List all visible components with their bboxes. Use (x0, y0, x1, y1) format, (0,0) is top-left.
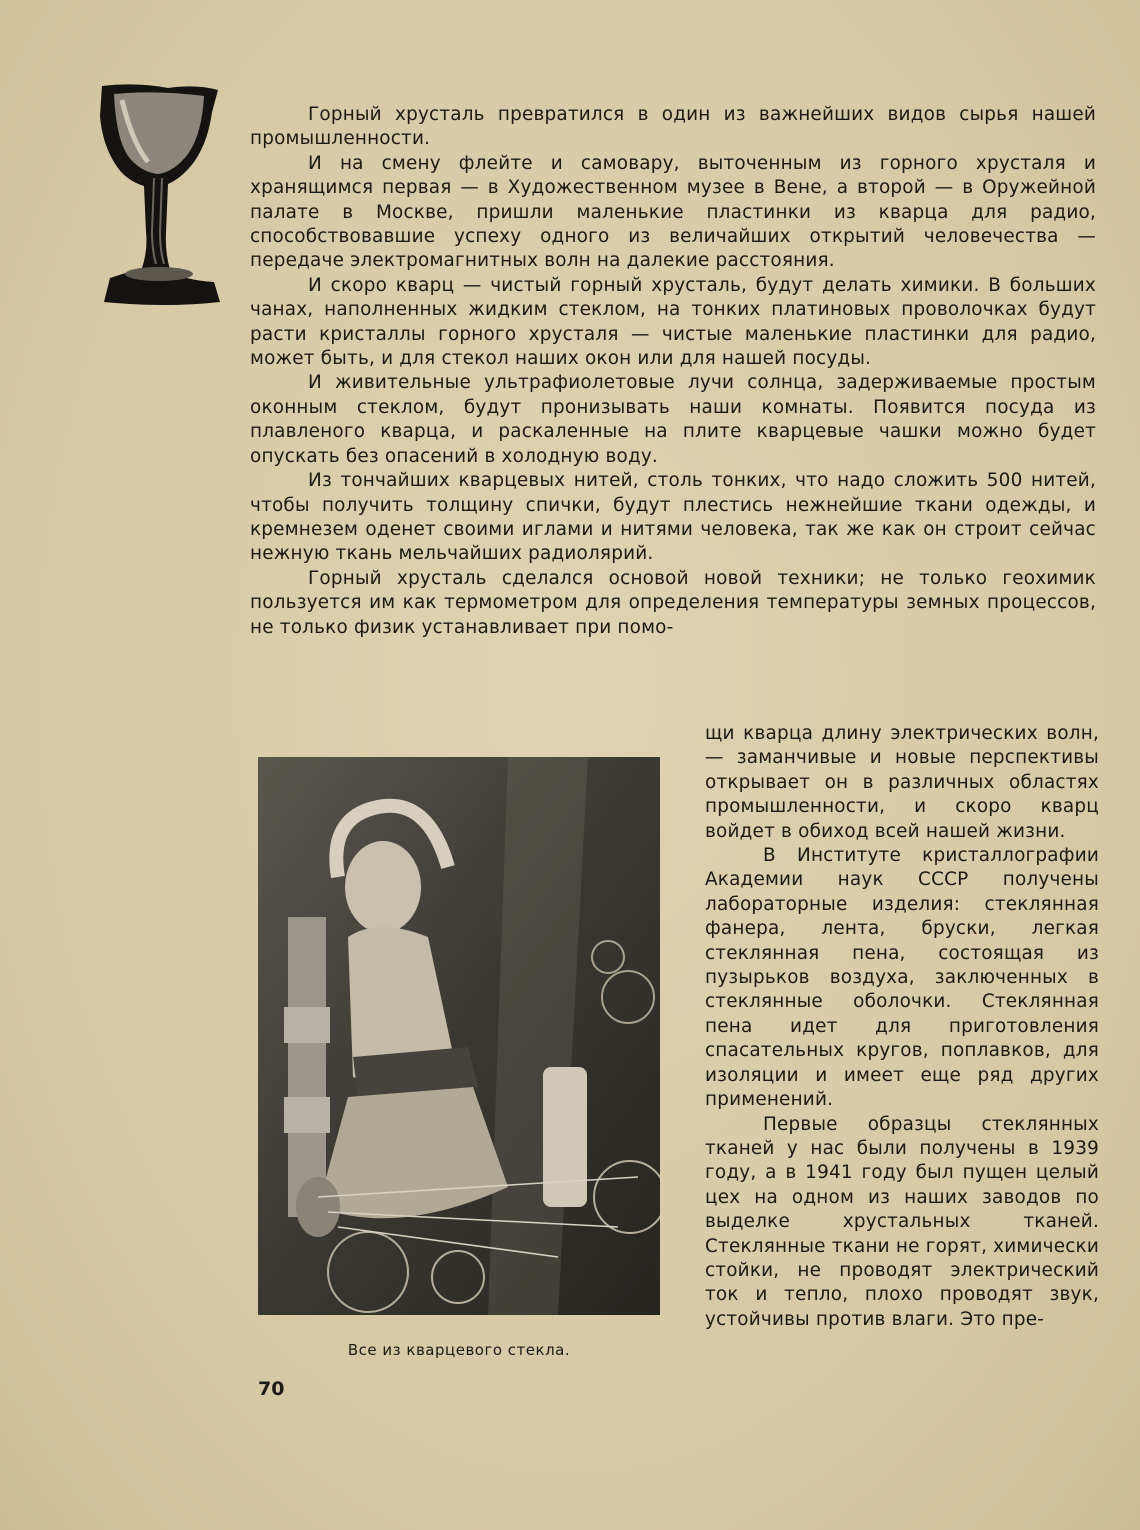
paragraph: И на смену флейте и самовару, выточенным из горного хрусталя и хранящимся первая — в Художественном музее в Вене, а второй — в Оружейной палате в Москве, пришли маленькие пластинки из кварца для радио, способствовавшие успеху одного из величайших открытий человечества — передаче электромагнитных волн на далекие расстояния. (250, 152, 1096, 272)
paragraph: И скоро кварц — чистый горный хрусталь, будут делать химики. В больших чанах, наполненных жидким стеклом, на тонких платиновых проволочках будут расти кристаллы горного хрусталя — чистые маленькие пластинки для радио, может быть, и для стекол наших окон или для нашей посуды. (250, 274, 1096, 370)
paragraph: Горный хрусталь превратился в один из важнейших видов сырья нашей промышленности. (250, 104, 1096, 150)
goblet-illustration (96, 82, 224, 306)
paragraph: Из тончайших кварцевых нитей, столь тонких, что надо сложить 500 нитей, чтобы получить толщину спички, будут плестись нежнейшие ткани одежды, и кремнезем оденет своими иглами и нитями человека, так же как он строит сейчас нежную ткань мельчайших радиолярий. (250, 470, 1096, 565)
paragraph: Первые образцы стеклянных тканей у нас были получены в 1939 году, а в 1941 году был пущен целый цех на одном из наших заводов по выделке хрустальных тканей. Стеклянные ткани не горят, химически стойки, не проводят электрический ток и тепло, плохо проводят звук, устойчивы против влаги. Это пре- (705, 1113, 1099, 1330)
paragraph: И живительные ультрафиолетовые лучи солнца, задерживаемые простым оконным стеклом, будут пронизывать наши комнаты. Появится посуда из плавленого кварца, и раскаленные на плите кварцевые чашки можно будет опускать без опасений в холодную воду. (250, 372, 1096, 467)
page-number: 70 (258, 1378, 285, 1400)
main-text-column (250, 103, 1096, 640)
side-text-column (705, 722, 1099, 1332)
paragraph-continuation: щи кварца длину электрических волн, — заманчивые и новые перспективы открывает он в различных областях промышленности, и скоро кварц войдет в обиход всей нашей жизни. (705, 723, 1099, 842)
photo-quartz-glass (258, 757, 660, 1315)
paragraph: В Институте кристаллографии Академии наук СССР получены лабораторные изделия: стеклянная фанера, лента, бруски, легкая стеклянная пена, состоящая из пузырьков воздуха, заключенных в стеклянные оболочки. Стеклянная пена идет для приготовления спасательных кругов, поплавков, для изоляции и имеет еще ряд других применений. (705, 845, 1099, 1111)
photo-caption: Все из кварцевого стекла. (347, 1341, 571, 1359)
paragraph: Горный хрусталь сделался основой новой техники; не только геохимик пользуется им как термометром для определения температуры земных процессов, не только физик устанавливает при помо- (250, 567, 1096, 638)
